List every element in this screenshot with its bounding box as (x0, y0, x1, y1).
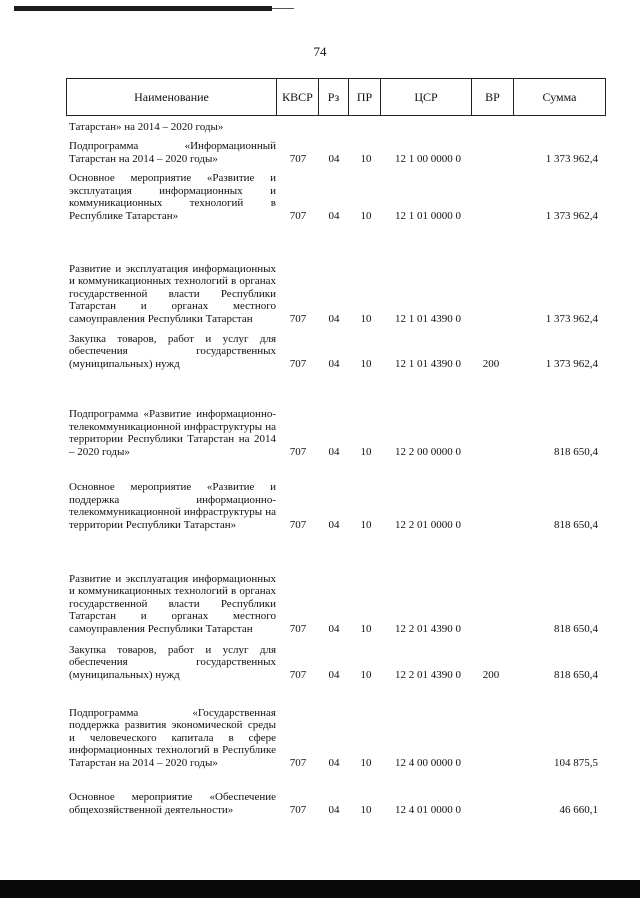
row-kvsr: 707 (289, 756, 307, 769)
row-kvsr: 707 (289, 518, 307, 531)
row-kvsr: 707 (289, 445, 307, 458)
row-pr: 10 (360, 756, 372, 769)
row-kvsr: 707 (289, 803, 307, 816)
page-number: 74 (313, 44, 327, 59)
header-name: Наименование (134, 90, 209, 104)
row-sum: 818 650,4 (554, 445, 598, 458)
row-name: Закупка товаров, работ и услуг для обеспечения государственных (муниципальных) нужд (69, 643, 276, 681)
header-rz: Рз (318, 79, 348, 115)
table-row (0, 771, 640, 816)
row-csr: 12 1 00 0000 0 (395, 152, 461, 165)
row-kvsr: 707 (289, 622, 307, 635)
row-rz: 04 (328, 622, 340, 635)
row-csr: 12 1 01 4390 0 (395, 357, 461, 370)
table-row (0, 683, 640, 769)
table-row (0, 118, 640, 133)
row-pr: 10 (360, 445, 372, 458)
header-csr: ЦСР (380, 79, 471, 115)
header-vr: ВР (471, 79, 513, 115)
row-name: Основное мероприятие «Развитие и эксплуатация информационных и коммуникационных технологий в Республике Татарстан» (69, 172, 276, 222)
row-kvsr: 707 (289, 152, 307, 165)
row-name: Татарстан» на 2014 – 2020 годы» (69, 120, 224, 133)
row-kvsr: 707 (289, 312, 307, 325)
row-sum: 818 650,4 (554, 518, 598, 531)
row-csr: 12 4 00 0000 0 (395, 756, 461, 769)
table-row (0, 135, 640, 165)
row-rz: 04 (328, 209, 340, 222)
row-name: Закупка товаров, работ и услуг для обеспечения государственных (муниципальных) нужд (69, 332, 276, 370)
row-rz: 04 (328, 445, 340, 458)
scan-edge-top (14, 6, 272, 11)
row-name: Подпрограмма «Государственная поддержка развития экономической среды и человеческого капитала в сфере информационных технологий в Республике Татарстан на 2014 – 2020 годы» (69, 706, 276, 769)
row-pr: 10 (360, 518, 372, 531)
row-rz: 04 (328, 668, 340, 681)
header-pr: ПР (348, 79, 380, 115)
row-vr: 200 (482, 668, 500, 681)
row-csr: 12 4 01 0000 0 (395, 803, 461, 816)
row-sum: 104 875,5 (554, 756, 598, 769)
row-sum: 1 373 962,4 (545, 152, 598, 165)
row-name: Подпрограмма «Информационный Татарстан на 2014 – 2020 годы» (69, 140, 276, 165)
table-row (0, 534, 640, 635)
row-sum: 1 373 962,4 (545, 209, 598, 222)
table-row (0, 327, 640, 370)
table-row (0, 225, 640, 325)
row-kvsr: 707 (289, 357, 307, 370)
row-name: Развитие и эксплуатация информационных и коммуникационных технологий в органах государственной власти Республики Татарстан и органах местного самоуправления Республики Татарстан (69, 262, 276, 325)
row-name: Развитие и эксплуатация информационных и коммуникационных технологий в органах государственной власти Республики Татарстан и органах местного самоуправления Республики Татарстан (69, 572, 276, 635)
row-sum: 818 650,4 (554, 622, 598, 635)
row-name: Основное мероприятие «Развитие и поддержка информационно-телекоммуникационной инфраструктуры на территории Республики Татарстан» (69, 481, 276, 531)
row-rz: 04 (328, 312, 340, 325)
row-rz: 04 (328, 357, 340, 370)
row-csr: 12 1 01 0000 0 (395, 209, 461, 222)
table-header (66, 78, 606, 116)
row-sum: 46 660,1 (559, 803, 598, 816)
row-rz: 04 (328, 756, 340, 769)
row-name: Основное мероприятие «Обеспечение общехозяйственной деятельности» (69, 791, 276, 816)
row-csr: 12 2 00 0000 0 (395, 445, 461, 458)
row-sum: 818 650,4 (554, 668, 598, 681)
table-row (0, 372, 640, 458)
row-csr: 12 2 01 4390 0 (395, 668, 461, 681)
row-csr: 12 1 01 4390 0 (395, 312, 461, 325)
row-pr: 10 (360, 622, 372, 635)
row-pr: 10 (360, 209, 372, 222)
row-vr: 200 (482, 357, 500, 370)
table-row (0, 166, 640, 222)
row-pr: 10 (360, 668, 372, 681)
row-kvsr: 707 (289, 209, 307, 222)
row-pr: 10 (360, 357, 372, 370)
scan-edge-bottom (0, 880, 640, 898)
row-sum: 1 373 962,4 (545, 312, 598, 325)
row-pr: 10 (360, 803, 372, 816)
row-csr: 12 2 01 4390 0 (395, 622, 461, 635)
row-rz: 04 (328, 152, 340, 165)
row-sum: 1 373 962,4 (545, 357, 598, 370)
header-kvsr: КВСР (276, 79, 318, 115)
scan-edge-top-thin (272, 8, 294, 9)
row-pr: 10 (360, 312, 372, 325)
row-rz: 04 (328, 518, 340, 531)
row-pr: 10 (360, 152, 372, 165)
table-row (0, 460, 640, 531)
row-kvsr: 707 (289, 668, 307, 681)
table-row (0, 638, 640, 681)
header-sum: Сумма (513, 79, 605, 115)
row-csr: 12 2 01 0000 0 (395, 518, 461, 531)
row-name: Подпрограмма «Развитие информационно-телекоммуникационной инфраструктуры на территории Республики Татарстан на 2014 – 2020 годы» (69, 408, 276, 458)
row-rz: 04 (328, 803, 340, 816)
